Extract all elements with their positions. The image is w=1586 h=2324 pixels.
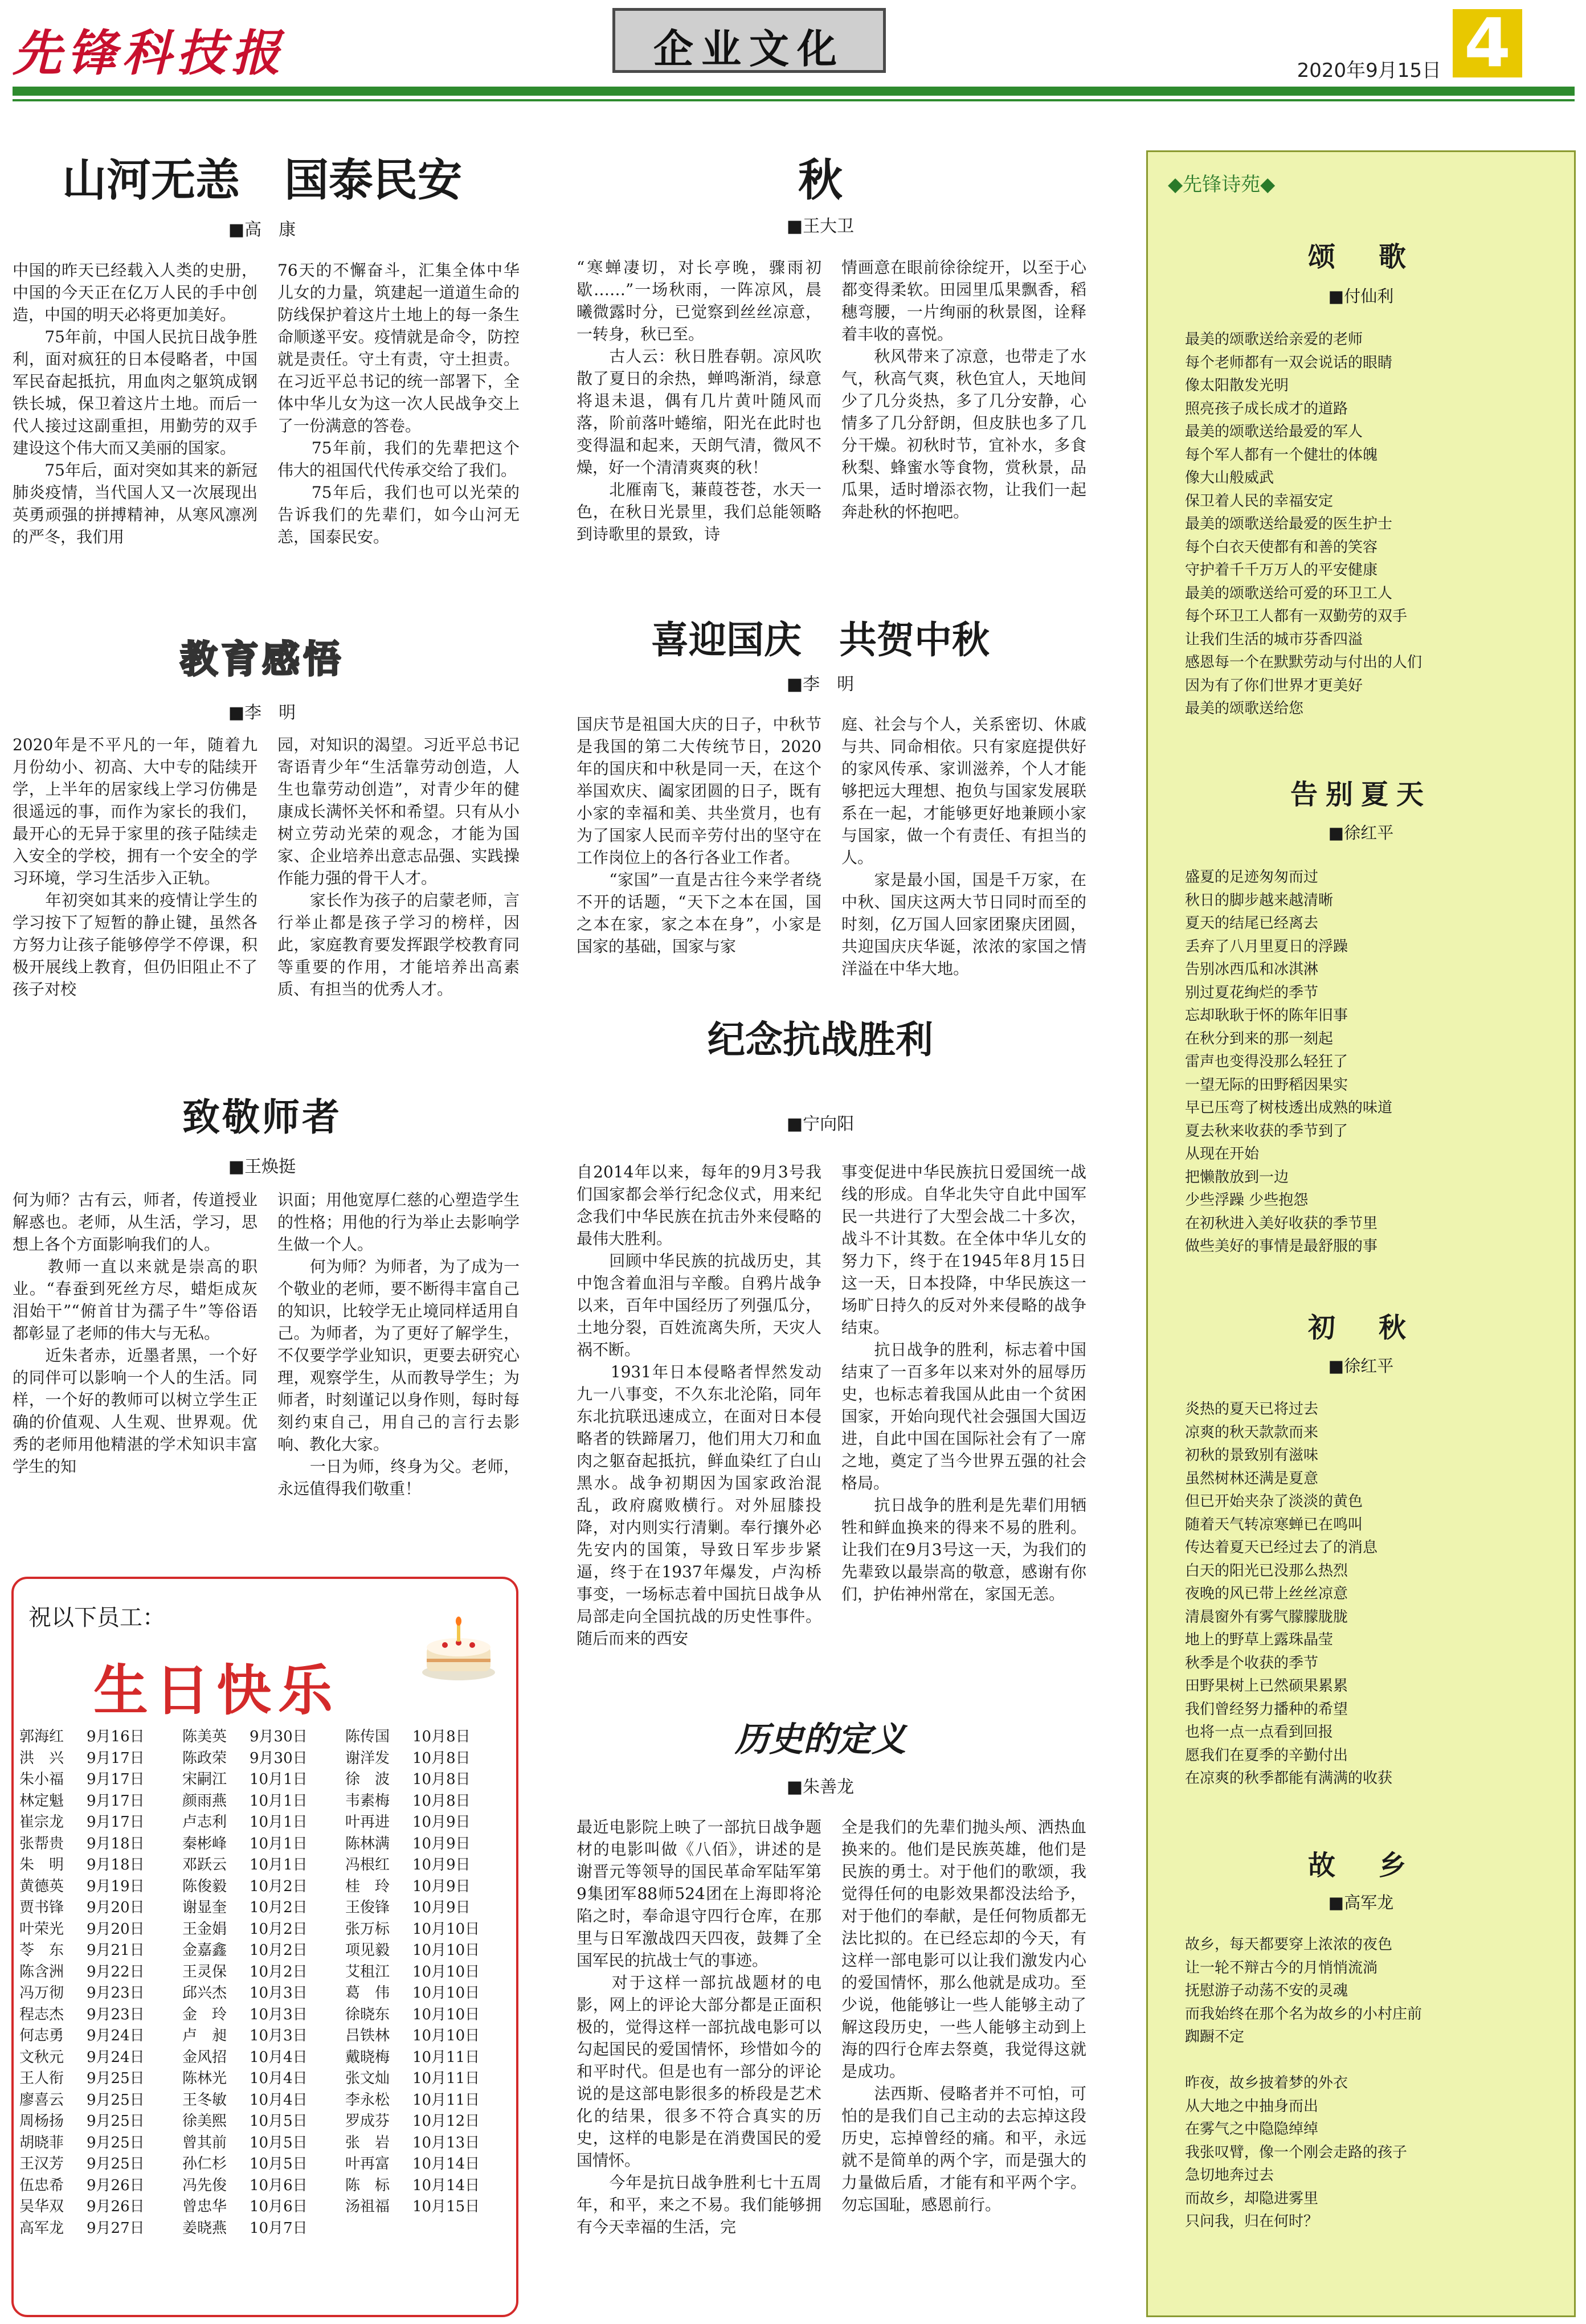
birthday-date — [412, 2216, 513, 2238]
employee-name: 陈传国 — [345, 1728, 390, 1746]
article-byline: ■李 明 — [228, 703, 296, 723]
birthday-date: 9月23日 — [87, 2006, 145, 2023]
employee-name: 高军龙 — [19, 2219, 64, 2237]
birthday-row — [19, 1981, 513, 2003]
article-byline: ■王焕挺 — [228, 1157, 296, 1177]
article-body: 识面；用他宽厚仁慈的心塑造学生的性格；用他的行为举止去影响学生做一个人。 何为师？为师者，为了成为一个敬业的老师，要不断得丰富自己的知识，比较学无止境同样适用自己。为师者，为了更好了解学生，不仅要学学业知识，更要去研究心理，观察学生，从而教导学生；为师者，时刻谨记以身作则，每时每刻约束自己，用自己的言行去影响、教化大家。 一日为师，终身为父。老师，永远值得我们敬重！ — [277, 1190, 520, 1498]
birthday-date: 10月10日 — [412, 1920, 480, 1938]
employee-name: 艾租江 — [345, 1963, 390, 1981]
employee-name: 苓 东 — [19, 1942, 64, 1959]
birthday-date: 10月3日 — [250, 2027, 308, 2045]
birthday-date: 10月1日 — [250, 1792, 308, 1810]
birthday-date: 9月16日 — [87, 1728, 145, 1746]
birthday-row — [19, 2024, 513, 2045]
employee-name: 陈 标 — [345, 2176, 390, 2194]
employee-name: 曾忠华 — [182, 2198, 227, 2216]
birthday-date: 10月8日 — [412, 1728, 471, 1746]
employee-name: 戴晓梅 — [345, 2048, 390, 2066]
birthday-date: 9月30日 — [250, 1728, 308, 1746]
birthday-row — [19, 2067, 513, 2088]
employee-name: 廖喜云 — [19, 2091, 64, 2109]
birthday-date: 9月26日 — [87, 2198, 145, 2216]
poem-title: 故 乡 — [1307, 1850, 1414, 1881]
birthday-date: 10月15日 — [412, 2198, 480, 2216]
birthday-date: 10月10日 — [412, 2027, 480, 2045]
employee-name: 韦素梅 — [345, 1792, 390, 1810]
article-body: 自2014年以来，每年的9月3号我们国家都会举行纪念仪式，用来纪念我们中华民族在抗击外来侵略的最伟大胜利。 回顾中华民族的抗战历史，其中饱含着血泪与辛酸。自鸦片战争以来，百年中国经历了列强瓜分，土地分裂，百姓流离失所，天灾人祸不断。 1931年日本侵略者悍然发动九一八事变，不久东北沦陷，同年东北抗联迅速成立，在面对日本侵略者的铁蹄屠刀，他们用大刀和血肉之躯奋起抵抗，鲜血染红了白山黑水。战争初期因为国家政治混乱，政府腐败横行。对外屈膝投降，对内则实行清剿。奉行攘外必先安内的国策，导致日军步步紧逼，终于在1937年爆发，卢沟桥事变，一场标志着中国抗日战争从局部走向全国抗战的历史性事件。随后而来的西安 — [577, 1163, 821, 1648]
employee-name: 李永松 — [345, 2091, 390, 2109]
birthday-row — [19, 1917, 513, 1939]
employee-name: 卢志利 — [182, 1814, 227, 1831]
birthday-intro: 祝以下员工： — [28, 1605, 165, 1631]
employee-name: 王汉芳 — [19, 2155, 64, 2173]
employee-name: 郭海红 — [19, 1728, 64, 1746]
birthday-date: 10月5日 — [250, 2155, 308, 2173]
employee-name: 吕铁林 — [345, 2027, 390, 2045]
birthday-date: 10月2日 — [250, 1877, 308, 1895]
employee-name: 谢显奎 — [182, 1899, 227, 1917]
birthday-date: 10月2日 — [250, 1920, 308, 1938]
cake-image — [419, 1615, 498, 1684]
poem-body: 故乡，每天都要穿上浓浓的夜色 让一轮不辩古今的月悄悄流淌 抚慰游子动荡不安的灵魂 而我始终在那个名为故乡的小村庄前 踟蹰不定 昨夜，故乡披着梦的外衣 从大地之中抽身而出 在雾气之中隐隐绰绰 我张叹臂，像一个刚会走路的孩子 急切地奔过去 而故乡，却隐进雾里 只问我，归在何时？ — [1185, 1936, 1423, 2230]
birthday-date: 10月5日 — [250, 2113, 308, 2130]
birthday-date: 9月19日 — [87, 1877, 145, 1895]
employee-name: 宋嗣江 — [182, 1771, 227, 1789]
birthday-row — [19, 1938, 513, 1960]
employee-name: 汤祖福 — [345, 2198, 390, 2216]
birthday-date: 10月14日 — [412, 2176, 480, 2194]
birthday-row — [19, 2045, 513, 2067]
article-body: 最近电影院上映了一部抗日战争题材的电影叫做《八佰》，讲述的是谢晋元等领导的国民革命军陆军第9集团军88师524团在上海即将沦陷之时，奉命退守四行仓库，在那里与日军激战四天四夜，鼓舞了全国军民的抗战士气的事迹。 对于这样一部抗战题材的电影，网上的评论大部分都是正面积极的，觉得这样一部抗战电影可以勾起国民的爱国情怀，珍惜如今的和平时代。但是也有一部分的评论说的是这部电影很多的桥段是艺术化的结果，很多不符合真实的历史，这样的电影是在消费国民的爱国情怀。 今年是抗日战争胜利七十五周年，和平，来之不易。我们能够拥有今天幸福的生活，完 — [577, 1818, 821, 2236]
employee-name: 程志杰 — [19, 2006, 64, 2023]
employee-name: 何志勇 — [19, 2027, 64, 2045]
birthday-row — [19, 2152, 513, 2174]
employee-name: 陈含洲 — [19, 1963, 64, 1981]
birthday-date: 10月10日 — [412, 2006, 480, 2023]
birthday-date: 10月7日 — [250, 2219, 308, 2237]
poem-byline: ■付仙利 — [1328, 287, 1394, 306]
article-body: 2020年是不平凡的一年，随着九月份幼小、初高、大中专的陆续开学，上半年的居家线上学习仿佛是很遥远的事，而作为家长的我们，最开心的无异于家里的孩子陆续走入安全的学校，拥有一个安全的学习环境，学习生活步入正轨。 年初突如其来的疫情让学生的学习按下了短暂的静止键，虽然各方努力让孩子能够停学不停课，积极开展线上教育，但仍旧阻止不了孩子对校 — [13, 735, 257, 999]
birthday-date: 9月21日 — [87, 1942, 145, 1959]
birthday-date: 10月9日 — [412, 1877, 471, 1895]
birthday-row — [19, 1853, 513, 1875]
article-body: “寒蝉凄切，对长亭晚，骤雨初歇……”一场秋雨，一阵凉风，晨曦微露时分，已觉察到丝丝凉意，一转身，秋已至。 古人云：秋日胜春朝。凉风吹散了夏日的余热，蝉鸣渐消，绿意将退未退，偶有几片黄叶随风而落，阶前落叶蜷缩，阳光在此时也变得温和起来，天朗气清，微风不燥，好一个清清爽爽的秋！ 北雁南飞，蒹葭苍苍，水天一色，在秋日光景里，我们总能领略到诗歌里的景致，诗 — [577, 258, 821, 543]
article-byline: ■王大卫 — [786, 216, 855, 236]
birthday-date: 9月17日 — [87, 1814, 145, 1831]
birthday-date: 9月26日 — [87, 2176, 145, 2194]
birthday-date: 9月17日 — [87, 1792, 145, 1810]
article-body: 中国的昨天已经载入人类的史册，中国的今天正在亿万人民的手中创造，中国的明天必将更加美好。 75年前，中国人民抗日战争胜利，面对疯狂的日本侵略者，中国军民奋起抵抗，用血肉之躯筑成钢铁长城，保卫着这片土地。而后一代人接过这副重担，用勤劳的双手建设这个伟大而又美丽的国家。 75年后，面对突如其来的新冠肺炎疫情，当代国人又一次展现出英勇顽强的拼搏精神，从寒风凛冽的严冬，我们用 — [13, 261, 257, 546]
birthday-date: 10月9日 — [412, 1814, 471, 1831]
article-byline: ■李 明 — [786, 674, 855, 694]
employee-name: 冯根红 — [345, 1856, 390, 1874]
birthday-row — [19, 1832, 513, 1854]
employee-name: 谢洋发 — [345, 1749, 390, 1767]
employee-name: 张帮贵 — [19, 1835, 64, 1852]
article-body: 全是我们的先辈们抛头颅、洒热血换来的。他们是民族英雄，他们是民族的勇士。对于他们的歌颂，我觉得任何的电影效果都没法给予，对于他们的奉献，是任何物质都无法比拟的。在已经忘却的今天，有这样一部电影可以让我们激发内心的爱国情怀，那么他就是成功。至少说，他能够让一些人能够主动了解这段历史，一些人能够主动到上海的四行仓库去祭奠，我觉得这就是成功。 法西斯、侵略者并不可怕，可怕的是我们自己主动的去忘掉这段历史，忘掉曾经的痛。和平，永远就不是简单的两个字，而是强大的力量做后盾，才能有和平两个字。勿忘国耻，感恩前行。 — [841, 1818, 1086, 2214]
poem-body: 盛夏的足迹匆匆而过 秋日的脚步越来越清晰 夏天的结尾已经离去 丢弃了八月里夏日的浮躁 告别冰西瓜和冰淇淋 别过夏花绚烂的季节 忘却耿耿于怀的陈年旧事 在秋分到来的那一刻起 雷声也变得没那么轻狂了 一望无际的田野稻因果实 早已压弯了树枝透出成熟的味道 夏去秋来收获的季节到了 从现在开始 把懒散放到一边 少些浮躁 少些抱怨 在初秋进入美好收获的季节里 做些美好的事情是最舒服的事 — [1185, 869, 1393, 1255]
poem-title: 颂 歌 — [1307, 241, 1414, 273]
birthday-date: 9月22日 — [87, 1963, 145, 1981]
article-byline: ■高 康 — [228, 220, 296, 240]
article-title: 纪念抗战胜利 — [708, 1018, 933, 1062]
employee-name: 桂 玲 — [345, 1877, 390, 1895]
article-title: 教育感悟 — [180, 637, 344, 681]
employee-name: 文秋元 — [19, 2048, 64, 2066]
birthday-row — [19, 1960, 513, 1982]
poem-byline: ■徐红平 — [1328, 1356, 1394, 1376]
birthday-date: 10月13日 — [412, 2134, 480, 2151]
birthday-date: 9月18日 — [87, 1856, 145, 1874]
employee-name: 叶再进 — [345, 1814, 390, 1831]
employee-name: 陈俊毅 — [182, 1877, 227, 1895]
poem-byline: ■徐红平 — [1328, 823, 1394, 842]
issue-date: 2020年9月15日 — [1297, 59, 1441, 82]
article-title: 山河无恙 国泰民安 — [62, 155, 462, 206]
employee-name: 金 玲 — [182, 2006, 227, 2023]
employee-name: 葛 伟 — [345, 1985, 390, 2002]
article-body: 国庆节是祖国大庆的日子，中秋节是我国的第二大传统节日，2020年的国庆和中秋是同一天，在这个举国欢庆、阖家团圆的日子，既有小家的幸福和美、共坐赏月，也有为了国家人民而辛劳付出的坚守在工作岗位上的各行各业工作者。 “家国”一直是古往今来学者绕不开的话题，“天下之本在国，国之本在家，家之本在身”，小家是国家的基础，国家与家 — [577, 715, 821, 956]
birthday-date: 10月10日 — [412, 1963, 480, 1981]
employee-name: 张文灿 — [345, 2070, 390, 2088]
birthday-date: 10月2日 — [250, 1899, 308, 1917]
article-body: 情画意在眼前徐徐绽开，以至于心都变得柔软。田园里瓜果飘香，稻穗弯腰，一片绚丽的秋景图，诠释着丰收的喜悦。 秋风带来了凉意，也带走了水气，秋高气爽，秋色宜人，天地间少了几分炎热，多了几分安静，心情多了几分舒朗，但皮肤也多了几分干燥。初秋时节，宜补水，多食秋梨、蜂蜜水等食物，赏秋景，品瓜果，适时增添衣物，让我们一起奔赴秋的怀抱吧。 — [841, 258, 1086, 521]
birthday-date: 9月18日 — [87, 1835, 145, 1852]
header-rule — [13, 87, 1575, 96]
employee-name: 秦彬峰 — [182, 1835, 227, 1852]
employee-name: 洪 兴 — [19, 1749, 64, 1767]
article-byline: ■宁向阳 — [786, 1114, 855, 1134]
poem-byline: ■高军龙 — [1328, 1893, 1394, 1912]
birthday-row — [19, 2131, 513, 2153]
employee-name: 徐美熙 — [182, 2113, 227, 2130]
employee-name: 冯先俊 — [182, 2176, 227, 2194]
birthday-title: 生日快乐 — [93, 1658, 340, 1722]
article-body: 76天的不懈奋斗，汇集全体中华儿女的力量，筑建起一道道生命的防线保护着这片土地上的每一条生命顺遂平安。疫情就是命令，防控就是责任。守土有责，守土担责。在习近平总书记的统一部署下，全体中华儿女为这一次人民战争交上了一份满意的答卷。 75年前，我们的先辈把这个伟大的祖国代代传承交给了我们。 75年后，我们也可以光荣的告诉我们的先辈们，如今山河无恙，国泰民安。 — [277, 261, 520, 546]
employee-name: 陈林满 — [345, 1835, 390, 1852]
birthday-date: 10月10日 — [412, 1985, 480, 2002]
birthday-date: 10月3日 — [250, 1985, 308, 2002]
article-body: 何为师？古有云，师者，传道授业解惑也。老师，从生活，学习，思想上各个方面影响我们的人。 教师一直以来就是崇高的职业。“春蚕到死丝方尽，蜡炬成灰泪始干”“俯首甘为孺子牛”等俗语都彰显了老师的伟大与无私。 近朱者赤，近墨者黑，一个好的同伴可以影响一个人的生活。同样，一个好的教师可以树立学生正确的价值观、人生观、世界观。优秀的老师用他精湛的学术知识丰富学生的知 — [13, 1190, 257, 1476]
article-title: 历史的定义 — [735, 1720, 906, 1760]
employee-name: 孙仁杉 — [182, 2155, 227, 2173]
birthday-date: 10月4日 — [250, 2091, 308, 2109]
section-title: 企业文化 — [653, 26, 845, 72]
birthday-date: 10月8日 — [412, 1771, 471, 1789]
article-body: 事变促进中华民族抗日爱国统一战线的形成。自华北失守自此中国军民一共进行了大型会战二十多次，战斗不计其数。在全体中华儿女的努力下，终于在1945年8月15日这一天，日本投降，中华民族这一场旷日持久的反对外来侵略的战争结束。 抗日战争的胜利，标志着中国结束了一百多年以来对外的屈辱历史，也标志着我国从此由一个贫困国家，开始向现代社会强国大国迈进，自此中国在国际社会有了一席之地，奠定了当今世界五强的社会格局。 抗日战争的胜利是先辈们用牺牲和鲜血换来的得来不易的胜利。让我们在9月3号这一天，为我们的先辈致以最崇高的敬意，感谢有你们，护佑神州常在，家国无恙。 — [841, 1163, 1086, 1603]
employee-name: 崔宗龙 — [19, 1814, 64, 1831]
birthday-date: 9月20日 — [87, 1920, 145, 1938]
employee-name: 叶荣光 — [19, 1920, 64, 1938]
birthday-row — [19, 2109, 513, 2131]
birthday-date: 9月24日 — [87, 2027, 145, 2045]
birthday-date: 10月1日 — [250, 1835, 308, 1852]
employee-name: 颜雨燕 — [182, 1792, 227, 1810]
birthday-date: 9月25日 — [87, 2155, 145, 2173]
employee-name: 陈林光 — [182, 2070, 227, 2088]
employee-name: 周杨扬 — [19, 2113, 64, 2130]
birthday-row — [19, 2216, 513, 2238]
birthday-row — [19, 1789, 513, 1811]
birthday-row — [19, 1767, 513, 1789]
employee-name: 王灵保 — [182, 1963, 227, 1981]
birthday-row — [19, 2174, 513, 2195]
poem-title: 初 秋 — [1307, 1312, 1414, 1344]
birthday-date: 9月30日 — [250, 1749, 308, 1767]
birthday-date: 10月1日 — [250, 1771, 308, 1789]
page-number: 4 — [1464, 3, 1511, 82]
poetry-section-title: ◆先锋诗苑◆ — [1168, 173, 1276, 196]
birthday-date: 9月27日 — [87, 2219, 145, 2237]
poem-body: 最美的颂歌送给亲爱的老师 每个老师都有一双会说话的眼睛 像太阳散发光明 照亮孩子成长成才的道路 最美的颂歌送给最爱的军人 每个军人都有一个健壮的体魄 像大山般威武 保卫着人民的幸福安定 最美的颂歌送给最爱的医生护士 每个白衣天使都有和善的笑容 守护着千千万万人的平安健康 最美的颂歌送给可爱的环卫工人 每个环卫工人都有一双勤劳的双手 让我们生活的城市芬香四溢 感恩每一个在默默劳动与付出的人们 因为有了你们世界才更美好 最美的颂歌送给您 — [1185, 331, 1423, 717]
employee-name: 张万标 — [345, 1920, 390, 1938]
article-title: 致敬师者 — [182, 1095, 342, 1139]
birthday-row — [19, 1810, 513, 1832]
employee-name: 王人衔 — [19, 2070, 64, 2088]
birthday-date: 9月17日 — [87, 1771, 145, 1789]
poem-body: 炎热的夏天已将过去 凉爽的秋天款款而来 初秋的景致别有滋味 虽然树林还满是夏意 但已开始夹杂了淡淡的黄色 随着天气转凉寒蝉已在鸣叫 传达着夏天已经过去了的消息 白天的阳光已没那么热烈 夜晚的风已带上丝丝凉意 清晨窗外有雾气朦朦胧胧 地上的野草上露珠晶莹 秋季是个收获的季节 田野果树上已然硕果累累 我们曾经努力播种的希望 也将一点一点看到回报 愿我们在夏季的辛勤付出 在凉爽的秋季都能有满满的收获 — [1185, 1401, 1393, 1787]
birthday-date: 10月14日 — [412, 2155, 480, 2173]
employee-name: 姜晓燕 — [182, 2219, 227, 2237]
employee-name: 金风招 — [182, 2048, 227, 2066]
employee-name: 王俊锋 — [345, 1899, 390, 1917]
birthday-row — [19, 2003, 513, 2024]
birthday-row — [19, 1875, 513, 1896]
birthday-date: 10月11日 — [412, 2048, 480, 2066]
birthday-date: 10月8日 — [412, 1792, 471, 1810]
employee-name: 金嘉鑫 — [182, 1942, 227, 1959]
employee-name: 朱小福 — [19, 1771, 64, 1789]
birthday-date: 10月2日 — [250, 1963, 308, 1981]
poem-title: 告别夏天 — [1290, 779, 1432, 811]
birthday-row — [19, 1896, 513, 1917]
birthday-date: 10月8日 — [412, 1749, 471, 1767]
birthday-date: 10月9日 — [412, 1835, 471, 1852]
employee-name: 邓跃云 — [182, 1856, 227, 1874]
employee-name: 王金娟 — [182, 1920, 227, 1938]
birthday-date: 10月6日 — [250, 2176, 308, 2194]
employee-name: 张 岩 — [345, 2134, 390, 2151]
birthday-date: 9月25日 — [87, 2134, 145, 2151]
birthday-row — [19, 2195, 513, 2216]
employee-name: 贾书锋 — [19, 1899, 64, 1917]
paper-name: 先锋科技报 — [13, 24, 286, 82]
employee-name: 徐 波 — [345, 1771, 390, 1789]
birthday-date: 9月20日 — [87, 1899, 145, 1917]
employee-name: 陈美英 — [182, 1728, 227, 1746]
birthday-date: 10月1日 — [250, 1856, 308, 1874]
birthday-date: 10月11日 — [412, 2091, 480, 2109]
employee-name: 陈政荣 — [182, 1749, 227, 1767]
employee-name — [345, 2216, 412, 2238]
birthday-date: 10月4日 — [250, 2048, 308, 2066]
employee-name: 黄德英 — [19, 1877, 64, 1895]
birthday-date: 9月24日 — [87, 2048, 145, 2066]
birthday-row — [19, 1725, 513, 1746]
article-title: 秋 — [798, 155, 843, 206]
birthday-date: 10月12日 — [412, 2113, 480, 2130]
birthday-date: 10月9日 — [412, 1899, 471, 1917]
birthday-date: 10月2日 — [250, 1942, 308, 1959]
birthday-date: 10月3日 — [250, 2006, 308, 2023]
birthday-date: 10月1日 — [250, 1814, 308, 1831]
employee-name: 胡晓菲 — [19, 2134, 64, 2151]
birthday-date: 10月10日 — [412, 1942, 480, 1959]
employee-name: 吴华双 — [19, 2198, 64, 2216]
employee-name: 伍忠希 — [19, 2176, 64, 2194]
birthday-date: 10月4日 — [250, 2070, 308, 2088]
employee-name: 徐晓东 — [345, 2006, 390, 2023]
birthday-date: 9月23日 — [87, 1985, 145, 2002]
employee-name: 罗成芬 — [345, 2113, 390, 2130]
birthday-date: 10月5日 — [250, 2134, 308, 2151]
birthday-date: 9月25日 — [87, 2113, 145, 2130]
header-rule-thin — [13, 99, 1575, 101]
article-title: 喜迎国庆 共贺中秋 — [651, 618, 990, 662]
employee-name: 邱兴杰 — [182, 1985, 227, 2002]
birthday-date: 10月11日 — [412, 2070, 480, 2088]
employee-name: 叶再富 — [345, 2155, 390, 2173]
birthday-date: 10月6日 — [250, 2198, 308, 2216]
article-body: 园，对知识的渴望。习近平总书记寄语青少年“生活靠劳动创造，人生也靠劳动创造”，对青少年的健康成长满怀关怀和希望。只有从小树立劳动光荣的观念，才能为国家、企业培养出意志品强、实践操作能力强的骨干人才。 家长作为孩子的启蒙老师，言行举止都是孩子学习的榜样，因此，家庭教育要发挥跟学校教育同等重要的作用，才能培养出高素质、有担当的优秀人才。 — [277, 735, 520, 999]
employee-name: 项见毅 — [345, 1942, 390, 1959]
employee-name: 曾其前 — [182, 2134, 227, 2151]
birthday-date: 9月25日 — [87, 2091, 145, 2109]
birthday-row — [19, 1746, 513, 1768]
employee-name: 冯万彻 — [19, 1985, 64, 2002]
birthday-date: 9月17日 — [87, 1749, 145, 1767]
article-body: 庭、社会与个人，关系密切、休戚与共、同命相依。只有家庭提供好的家风传承、家训滋养，个人才能够把远大理想、抱负与国家发展联系在一起，才能够更好地兼顾小家与国家，做一个有责任、有担当的人。 家是最小国，国是千万家，在中秋、国庆这两大节日同时而至的时刻，亿万国人回家团聚庆团圆，共迎国庆庆华诞，浓浓的家国之情洋溢在中华大地。 — [841, 715, 1086, 978]
birthday-date: 9月25日 — [87, 2070, 145, 2088]
birthday-date: 10月9日 — [412, 1856, 471, 1874]
employee-name: 林定魁 — [19, 1792, 64, 1810]
birthday-table — [19, 1725, 513, 2237]
employee-name: 朱 明 — [19, 1856, 64, 1874]
masthead — [0, 0, 1586, 105]
employee-name: 王冬敏 — [182, 2091, 227, 2109]
article-byline: ■朱善龙 — [786, 1777, 855, 1797]
birthday-row — [19, 2088, 513, 2110]
employee-name: 卢 昶 — [182, 2027, 227, 2045]
